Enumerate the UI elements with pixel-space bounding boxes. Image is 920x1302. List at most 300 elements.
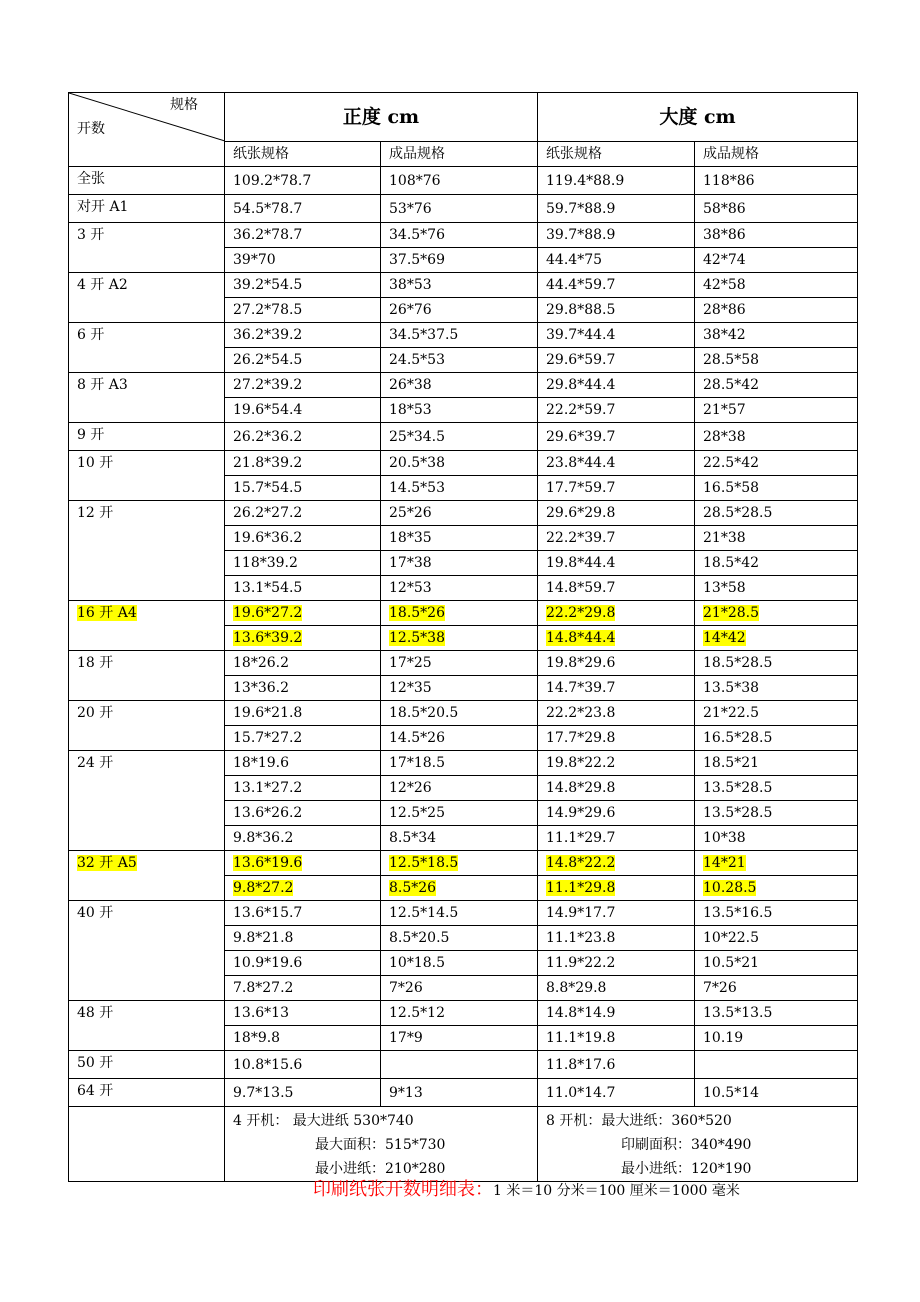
finished-size-dadu-cell: [695, 701, 858, 726]
paper-size-zhengdu: 27.2*78.5: [233, 302, 303, 318]
finished-size-dadu: 58*86: [703, 200, 746, 217]
finished-size-dadu: 16.5*28.5: [703, 730, 773, 746]
finished-size-zhengdu-cell: [381, 576, 538, 601]
paper-size-dadu-cell: [538, 901, 695, 926]
finished-size-dadu-cell: [695, 476, 858, 501]
finished-size-zhengdu-cell: [381, 951, 538, 976]
paper-size-zhengdu: 21.8*39.2: [233, 455, 303, 471]
table-row: [69, 423, 858, 451]
finished-size-zhengdu: 26*38: [389, 377, 432, 393]
paper-size-zhengdu-cell: [225, 398, 381, 423]
finished-size-dadu-cell: [695, 1051, 858, 1079]
paper-size-zhengdu-cell: [225, 501, 381, 526]
size-label-cell: [69, 751, 225, 851]
paper-size-dadu: 14.8*22.2: [546, 855, 616, 871]
finished-size-zhengdu: 34.5*37.5: [389, 327, 459, 343]
size-label-cell: [69, 373, 225, 423]
paper-size-zhengdu-cell: [225, 601, 381, 626]
table-row: [69, 1079, 858, 1107]
paper-size-dadu: 17.7*59.7: [546, 480, 616, 496]
paper-size-zhengdu: 19.6*54.4: [233, 402, 303, 418]
paper-size-dadu-cell: [538, 776, 695, 801]
size-label: 对开 A1: [77, 199, 129, 215]
size-label: 20 开: [77, 705, 114, 721]
size-label-cell: [69, 423, 225, 451]
corner-label-count: 开数: [77, 121, 105, 137]
caption: [313, 1175, 740, 1201]
table-row: [69, 373, 858, 398]
paper-size-dadu-cell: [538, 551, 695, 576]
finished-size-zhengdu-cell: [381, 1026, 538, 1051]
paper-size-zhengdu: 7.8*27.2: [233, 980, 294, 996]
size-label-cell: [69, 701, 225, 751]
finished-size-dadu: 13.5*38: [703, 680, 760, 696]
paper-size-zhengdu: 13.6*39.2: [233, 630, 303, 646]
paper-size-zhengdu-cell: [225, 926, 381, 951]
finished-size-dadu-cell: [695, 776, 858, 801]
finished-size-zhengdu-cell: [381, 167, 538, 195]
machine-spec-line: 8 开机：最大进纸：360*520: [546, 1113, 732, 1129]
size-label: 6 开: [77, 327, 105, 343]
table-row: [69, 901, 858, 926]
finished-size-zhengdu: 38*53: [389, 277, 432, 293]
size-label-cell: [69, 195, 225, 223]
finished-size-dadu: 21*22.5: [703, 705, 760, 721]
finished-size-dadu: 28.5*58: [703, 352, 760, 368]
paper-size-dadu-cell: [538, 576, 695, 601]
paper-size-table: [68, 92, 858, 1182]
paper-size-dadu-cell: [538, 601, 695, 626]
paper-size-dadu: 29.6*59.7: [546, 352, 616, 368]
paper-size-dadu-cell: [538, 1051, 695, 1079]
paper-size-zhengdu: 54.5*78.7: [233, 200, 303, 217]
machine-info-8-open: [538, 1107, 858, 1182]
finished-size-zhengdu-cell: [381, 676, 538, 701]
caption-title: 印刷纸张开数明细表：: [313, 1179, 493, 1200]
finished-size-dadu-cell: [695, 601, 858, 626]
paper-size-zhengdu-cell: [225, 273, 381, 298]
paper-size-zhengdu: 13.1*27.2: [233, 780, 303, 796]
size-label: 40 开: [77, 905, 114, 921]
paper-size-dadu: 19.8*44.4: [546, 555, 616, 571]
machine-spec-line: 最小进纸：120*190: [621, 1161, 752, 1177]
paper-size-zhengdu: 118*39.2: [233, 555, 298, 571]
paper-size-zhengdu: 13.1*54.5: [233, 580, 303, 596]
finished-size-dadu: 7*26: [703, 980, 737, 996]
machine-spec-line: 最小进纸：210*280: [315, 1161, 446, 1177]
paper-size-zhengdu: 109.2*78.7: [233, 172, 312, 189]
paper-size-zhengdu: 26.2*36.2: [233, 428, 303, 445]
paper-size-zhengdu: 13.6*15.7: [233, 905, 303, 921]
size-label-cell: [69, 1051, 225, 1079]
size-label-cell: [69, 273, 225, 323]
paper-size-dadu: 19.8*22.2: [546, 755, 616, 771]
paper-size-dadu: 11.9*22.2: [546, 955, 616, 971]
finished-size-zhengdu: 18.5*26: [389, 605, 445, 621]
finished-size-dadu: 22.5*42: [703, 455, 760, 471]
finished-size-zhengdu-cell: [381, 801, 538, 826]
finished-size-zhengdu-cell: [381, 1001, 538, 1026]
finished-size-zhengdu: 53*76: [389, 200, 432, 217]
finished-size-zhengdu: 12.5*38: [389, 630, 445, 646]
size-label-cell: [69, 167, 225, 195]
finished-size-dadu: 10*38: [703, 830, 746, 846]
group-header-dadu: 大度 cm: [538, 93, 858, 142]
finished-size-zhengdu-cell: [381, 323, 538, 348]
paper-size-dadu-cell: [538, 676, 695, 701]
finished-size-dadu: 21*57: [703, 402, 746, 418]
finished-size-dadu: 18.5*28.5: [703, 655, 773, 671]
finished-size-zhengdu-cell: [381, 776, 538, 801]
paper-size-dadu: 11.1*29.7: [546, 830, 616, 846]
paper-size-zhengdu-cell: [225, 726, 381, 751]
size-label: 24 开: [77, 755, 114, 771]
finished-size-zhengdu: 37.5*69: [389, 252, 445, 268]
finished-size-dadu: 10.5*14: [703, 1084, 760, 1101]
group-header-zhengdu: 正度 cm: [225, 93, 538, 142]
finished-size-zhengdu: 18*35: [389, 530, 432, 546]
finished-size-dadu: 14*42: [703, 630, 746, 646]
finished-size-dadu: 18.5*42: [703, 555, 760, 571]
paper-size-dadu-cell: [538, 651, 695, 676]
finished-size-dadu-cell: [695, 501, 858, 526]
finished-size-dadu: 13.5*16.5: [703, 905, 773, 921]
paper-size-dadu: 29.8*44.4: [546, 377, 616, 393]
size-label-cell: [69, 1079, 225, 1107]
finished-size-zhengdu-cell: [381, 876, 538, 901]
finished-size-dadu-cell: [695, 851, 858, 876]
paper-size-zhengdu-cell: [225, 526, 381, 551]
size-label-cell: [69, 223, 225, 273]
finished-size-dadu-cell: [695, 751, 858, 776]
finished-size-dadu-cell: [695, 451, 858, 476]
size-label-cell: [69, 601, 225, 651]
table-row: [69, 751, 858, 776]
paper-size-dadu-cell: [538, 167, 695, 195]
paper-size-dadu-cell: [538, 373, 695, 398]
paper-size-dadu: 23.8*44.4: [546, 455, 616, 471]
finished-size-dadu: 10.5*21: [703, 955, 760, 971]
paper-size-dadu: 11.8*17.6: [546, 1056, 616, 1073]
paper-size-zhengdu-cell: [225, 476, 381, 501]
paper-size-dadu-cell: [538, 826, 695, 851]
finished-size-zhengdu: 12.5*25: [389, 805, 445, 821]
paper-size-zhengdu-cell: [225, 876, 381, 901]
size-label: 10 开: [77, 455, 114, 471]
table-row: [69, 273, 858, 298]
finished-size-zhengdu: 12*35: [389, 680, 432, 696]
finished-size-zhengdu-cell: [381, 398, 538, 423]
finished-size-zhengdu-cell: [381, 1079, 538, 1107]
paper-size-dadu: 22.2*59.7: [546, 402, 616, 418]
size-label: 12 开: [77, 505, 114, 521]
size-label: 50 开: [77, 1055, 114, 1071]
paper-size-zhengdu-cell: [225, 323, 381, 348]
finished-size-zhengdu: 12.5*12: [389, 1005, 445, 1021]
paper-size-dadu: 11.0*14.7: [546, 1084, 616, 1101]
finished-size-zhengdu-cell: [381, 223, 538, 248]
paper-size-zhengdu-cell: [225, 651, 381, 676]
paper-size-dadu-cell: [538, 273, 695, 298]
finished-size-zhengdu: 34.5*76: [389, 227, 445, 243]
table-row: [69, 501, 858, 526]
paper-size-dadu: 14.8*14.9: [546, 1005, 616, 1021]
finished-size-dadu-cell: [695, 373, 858, 398]
finished-size-dadu: 10.19: [703, 1030, 744, 1046]
finished-size-zhengdu: 25*34.5: [389, 428, 445, 445]
paper-size-zhengdu: 10.9*19.6: [233, 955, 303, 971]
paper-size-zhengdu: 19.6*21.8: [233, 705, 303, 721]
finished-size-zhengdu: 12*53: [389, 580, 432, 596]
finished-size-zhengdu-cell: [381, 551, 538, 576]
finished-size-dadu-cell: [695, 526, 858, 551]
finished-size-zhengdu-cell: [381, 298, 538, 323]
finished-size-dadu-cell: [695, 801, 858, 826]
machine-spec-line: 印刷面积：340*490: [621, 1137, 752, 1153]
finished-size-zhengdu-cell: [381, 273, 538, 298]
finished-size-dadu-cell: [695, 676, 858, 701]
paper-size-dadu: 14.9*29.6: [546, 805, 616, 821]
paper-size-dadu: 59.7*88.9: [546, 200, 616, 217]
finished-size-zhengdu-cell: [381, 601, 538, 626]
paper-size-dadu-cell: [538, 1026, 695, 1051]
size-label-cell: [69, 323, 225, 373]
paper-size-dadu-cell: [538, 398, 695, 423]
paper-size-zhengdu-cell: [225, 298, 381, 323]
finished-size-dadu: 21*28.5: [703, 605, 760, 621]
paper-size-zhengdu: 9.8*21.8: [233, 930, 294, 946]
paper-size-zhengdu: 26.2*27.2: [233, 505, 303, 521]
paper-size-dadu: 44.4*75: [546, 252, 603, 268]
finished-size-zhengdu: 17*25: [389, 655, 432, 671]
size-label-cell: [69, 501, 225, 601]
finished-size-dadu-cell: [695, 167, 858, 195]
finished-size-dadu: 38*86: [703, 227, 746, 243]
finished-size-zhengdu-cell: [381, 451, 538, 476]
size-label-cell: [69, 451, 225, 501]
finished-size-zhengdu-cell: [381, 976, 538, 1001]
finished-size-zhengdu: 7*26: [389, 980, 423, 996]
finished-size-dadu-cell: [695, 273, 858, 298]
finished-size-dadu-cell: [695, 551, 858, 576]
finished-size-dadu-cell: [695, 726, 858, 751]
finished-size-zhengdu-cell: [381, 751, 538, 776]
finished-size-dadu: 28.5*42: [703, 377, 760, 393]
finished-size-dadu-cell: [695, 1026, 858, 1051]
finished-size-zhengdu-cell: [381, 826, 538, 851]
table-row: [69, 451, 858, 476]
finished-size-zhengdu: 17*9: [389, 1030, 423, 1046]
finished-size-dadu: 10.28.5: [703, 880, 757, 896]
finished-size-dadu: 21*38: [703, 530, 746, 546]
finished-size-zhengdu-cell: [381, 626, 538, 651]
paper-size-dadu: 29.6*29.8: [546, 505, 616, 521]
finished-size-dadu-cell: [695, 323, 858, 348]
finished-size-zhengdu: 12*26: [389, 780, 432, 796]
paper-size-dadu: 39.7*88.9: [546, 227, 616, 243]
table-row: [69, 1001, 858, 1026]
paper-size-dadu: 119.4*88.9: [546, 172, 625, 189]
paper-size-zhengdu: 13.6*19.6: [233, 855, 303, 871]
finished-size-dadu: 42*58: [703, 277, 746, 293]
finished-size-zhengdu: 108*76: [389, 172, 441, 189]
finished-size-dadu-cell: [695, 1079, 858, 1107]
finished-size-zhengdu: 25*26: [389, 505, 432, 521]
finished-size-dadu-cell: [695, 1001, 858, 1026]
paper-size-zhengdu-cell: [225, 1026, 381, 1051]
finished-size-dadu: 28*86: [703, 302, 746, 318]
paper-size-dadu-cell: [538, 451, 695, 476]
finished-size-zhengdu: 8.5*34: [389, 830, 437, 846]
finished-size-zhengdu-cell: [381, 926, 538, 951]
finished-size-zhengdu: 8.5*20.5: [389, 930, 450, 946]
finished-size-zhengdu-cell: [381, 901, 538, 926]
paper-size-dadu-cell: [538, 195, 695, 223]
size-label-cell: [69, 851, 225, 901]
size-label: 8 开 A3: [77, 377, 128, 393]
finished-size-dadu-cell: [695, 651, 858, 676]
paper-size-dadu-cell: [538, 876, 695, 901]
finished-size-dadu-cell: [695, 576, 858, 601]
finished-size-dadu: 10*22.5: [703, 930, 760, 946]
paper-size-zhengdu: 36.2*39.2: [233, 327, 303, 343]
paper-size-zhengdu-cell: [225, 451, 381, 476]
finished-size-dadu: 13.5*13.5: [703, 1005, 773, 1021]
finished-size-zhengdu: 10*18.5: [389, 955, 445, 971]
paper-size-zhengdu-cell: [225, 826, 381, 851]
size-label: 32 开 A5: [77, 855, 137, 871]
paper-size-zhengdu: 18*19.6: [233, 755, 289, 771]
paper-size-zhengdu: 39*70: [233, 252, 276, 268]
paper-size-zhengdu-cell: [225, 776, 381, 801]
finished-size-dadu-cell: [695, 976, 858, 1001]
paper-size-zhengdu-cell: [225, 423, 381, 451]
table-row: [69, 195, 858, 223]
paper-size-zhengdu-cell: [225, 751, 381, 776]
size-label: 4 开 A2: [77, 277, 128, 293]
paper-size-dadu-cell: [538, 323, 695, 348]
finished-size-zhengdu: 8.5*26: [389, 880, 437, 896]
paper-size-dadu-cell: [538, 851, 695, 876]
paper-size-dadu-cell: [538, 926, 695, 951]
finished-size-zhengdu-cell: [381, 476, 538, 501]
paper-size-dadu: 14.8*59.7: [546, 580, 616, 596]
paper-size-zhengdu: 26.2*54.5: [233, 352, 303, 368]
paper-size-dadu-cell: [538, 951, 695, 976]
paper-size-dadu-cell: [538, 476, 695, 501]
machine-spec-line: 最大面积：515*730: [315, 1137, 446, 1153]
paper-size-zhengdu-cell: [225, 1001, 381, 1026]
paper-size-zhengdu: 36.2*78.7: [233, 227, 303, 243]
paper-size-zhengdu: 9.8*36.2: [233, 830, 294, 846]
paper-size-dadu-cell: [538, 801, 695, 826]
paper-size-dadu-cell: [538, 726, 695, 751]
finished-size-dadu: 14*21: [703, 855, 746, 871]
paper-size-zhengdu-cell: [225, 701, 381, 726]
table-row: [69, 167, 858, 195]
paper-size-zhengdu: 19.6*36.2: [233, 530, 303, 546]
paper-size-dadu: 22.2*29.8: [546, 605, 616, 621]
paper-size-zhengdu-cell: [225, 195, 381, 223]
paper-size-dadu-cell: [538, 1001, 695, 1026]
paper-size-zhengdu-cell: [225, 951, 381, 976]
paper-size-dadu: 22.2*39.7: [546, 530, 616, 546]
paper-size-dadu-cell: [538, 1079, 695, 1107]
finished-size-dadu: 118*86: [703, 172, 755, 189]
paper-size-zhengdu-cell: [225, 1051, 381, 1079]
finished-size-dadu: 13*58: [703, 580, 746, 596]
finished-size-dadu-cell: [695, 951, 858, 976]
size-label: 全张: [77, 171, 105, 187]
finished-size-dadu-cell: [695, 926, 858, 951]
size-label: 48 开: [77, 1005, 114, 1021]
paper-size-zhengdu-cell: [225, 551, 381, 576]
size-label: 64 开: [77, 1083, 114, 1099]
paper-size-zhengdu: 13.6*13: [233, 1005, 289, 1021]
machine-info-blank: [69, 1107, 225, 1182]
paper-size-zhengdu: 18*26.2: [233, 655, 289, 671]
paper-size-dadu: 14.7*39.7: [546, 680, 616, 696]
finished-size-dadu-cell: [695, 626, 858, 651]
finished-size-zhengdu: 20.5*38: [389, 455, 445, 471]
paper-size-dadu-cell: [538, 223, 695, 248]
finished-size-dadu-cell: [695, 423, 858, 451]
finished-size-dadu-cell: [695, 901, 858, 926]
paper-size-dadu-cell: [538, 751, 695, 776]
finished-size-zhengdu: 12.5*14.5: [389, 905, 459, 921]
finished-size-dadu-cell: [695, 348, 858, 373]
paper-size-dadu: 14.9*17.7: [546, 905, 616, 921]
finished-size-dadu: 28.5*28.5: [703, 505, 773, 521]
finished-size-zhengdu: 17*18.5: [389, 755, 445, 771]
header-row-groups: [69, 93, 858, 142]
paper-size-zhengdu-cell: [225, 223, 381, 248]
paper-size-zhengdu: 18*9.8: [233, 1030, 281, 1046]
paper-size-zhengdu: 9.8*27.2: [233, 880, 294, 896]
machine-info-4-open: [225, 1107, 538, 1182]
paper-size-dadu-cell: [538, 526, 695, 551]
paper-size-zhengdu: 27.2*39.2: [233, 377, 303, 393]
finished-size-dadu-cell: [695, 398, 858, 423]
table-row: [69, 223, 858, 248]
sub-header-paper-2: 纸张规格: [538, 142, 695, 167]
paper-size-dadu: 39.7*44.4: [546, 327, 616, 343]
finished-size-zhengdu-cell: [381, 373, 538, 398]
paper-size-dadu-cell: [538, 423, 695, 451]
paper-size-dadu-cell: [538, 248, 695, 273]
finished-size-zhengdu-cell: [381, 423, 538, 451]
finished-size-zhengdu-cell: [381, 348, 538, 373]
finished-size-dadu: 28*38: [703, 428, 746, 445]
sub-header-paper-1: 纸张规格: [225, 142, 381, 167]
paper-size-dadu: 22.2*23.8: [546, 705, 616, 721]
table-row: [69, 1051, 858, 1079]
finished-size-zhengdu-cell: [381, 195, 538, 223]
finished-size-zhengdu: 14.5*26: [389, 730, 445, 746]
paper-size-dadu: 11.1*29.8: [546, 880, 616, 896]
finished-size-dadu: 18.5*21: [703, 755, 760, 771]
finished-size-zhengdu-cell: [381, 726, 538, 751]
sub-header-finished-1: 成品规格: [381, 142, 538, 167]
caption-units: 1 米＝10 分米＝100 厘米＝1000 毫米: [493, 1183, 740, 1199]
paper-size-dadu-cell: [538, 701, 695, 726]
finished-size-zhengdu-cell: [381, 851, 538, 876]
finished-size-zhengdu: 18*53: [389, 402, 432, 418]
finished-size-zhengdu-cell: [381, 651, 538, 676]
paper-size-dadu-cell: [538, 298, 695, 323]
machine-info-row: [69, 1107, 858, 1182]
finished-size-zhengdu: 14.5*53: [389, 480, 445, 496]
